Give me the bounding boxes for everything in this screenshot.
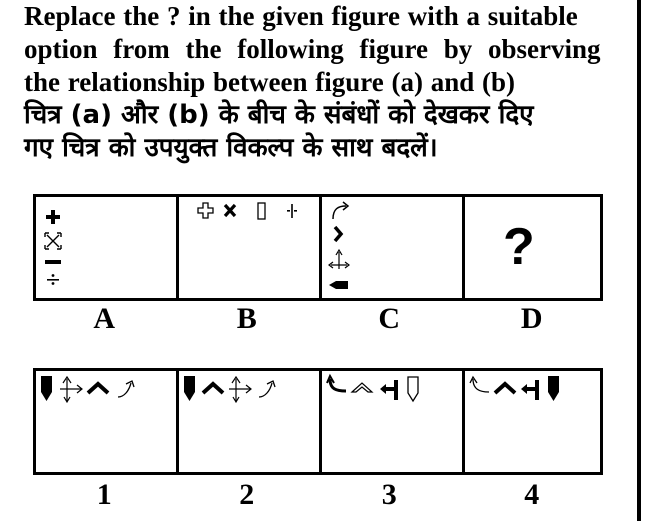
chevron-icon — [335, 227, 341, 241]
cross-arrow-icon — [380, 380, 398, 400]
question-text — [24, 0, 636, 165]
option-2-symbols — [179, 371, 319, 411]
figure-label: A — [93, 302, 116, 335]
question-line: Replace the ? in the given figure with a suitable — [24, 1, 578, 31]
figure-a — [36, 197, 179, 298]
figure-label: B — [236, 302, 257, 335]
crossed-arrows-icon — [329, 250, 349, 269]
dotted-plus-icon — [287, 204, 297, 218]
rectangle-icon — [258, 203, 265, 219]
plus-icon — [46, 210, 60, 224]
figure-c-symbols — [322, 197, 462, 298]
chevron-up-icon — [203, 384, 223, 393]
question-line: the relationship between figure (a) and (b) — [24, 67, 515, 97]
figure-label: C — [378, 302, 401, 335]
figure-b — [179, 197, 322, 298]
option-1[interactable] — [36, 371, 179, 472]
curved-arrow-icon — [470, 377, 489, 392]
cross-arrows-icon — [45, 233, 61, 249]
crossed-arrows-icon — [60, 377, 82, 402]
cross-arrow-icon — [521, 380, 539, 400]
answer-options — [33, 368, 603, 475]
figure-label: D — [520, 302, 543, 335]
multiply-icon — [225, 205, 235, 216]
curved-arrow-icon — [259, 381, 275, 397]
option-labels — [33, 478, 603, 512]
minus-icon — [45, 260, 61, 264]
option-2[interactable] — [179, 371, 322, 472]
crossed-arrows-icon — [229, 377, 251, 402]
pentagon-arrow-icon — [548, 376, 559, 401]
figure-labels — [33, 302, 603, 336]
figure-b-symbols — [179, 197, 319, 298]
option-label: 3 — [381, 478, 397, 511]
figure-c — [322, 197, 465, 298]
question-line-hindi: गए चित्र को उपयुक्त विकल्प के साथ बदलें। — [24, 133, 438, 163]
curved-arrow-icon — [118, 381, 134, 397]
option-3[interactable] — [322, 371, 465, 472]
chevron-up-icon — [88, 384, 108, 393]
chevron-up-icon — [495, 384, 515, 393]
divide-icon — [47, 274, 59, 285]
option-3-symbols — [322, 371, 462, 411]
figure-d — [465, 197, 600, 298]
pentagon-outline-icon — [408, 377, 418, 401]
plus-outline-icon — [198, 203, 213, 218]
question-line: option from the following figure by observing — [24, 34, 601, 64]
pentagon-arrow-icon — [184, 376, 195, 401]
question-mark: ? — [503, 218, 535, 276]
question-figures — [33, 194, 603, 301]
chevron-up-outline-icon — [352, 383, 372, 392]
curved-arrow-icon — [327, 376, 346, 391]
option-label: 2 — [239, 478, 255, 511]
figure-a-symbols — [36, 197, 176, 298]
option-4-symbols — [465, 371, 605, 411]
option-label: 1 — [96, 478, 112, 511]
question-line-hindi: चित्र (a) और (b) के बीच के संबंधों को देखकर दिए — [24, 100, 534, 130]
page-border — [637, 0, 641, 521]
option-label: 4 — [524, 478, 540, 511]
curved-arrow-icon — [333, 202, 348, 219]
option-1-symbols — [36, 371, 176, 411]
option-4[interactable] — [465, 371, 605, 472]
arrow-left-icon — [329, 281, 348, 289]
pentagon-arrow-icon — [41, 376, 52, 401]
